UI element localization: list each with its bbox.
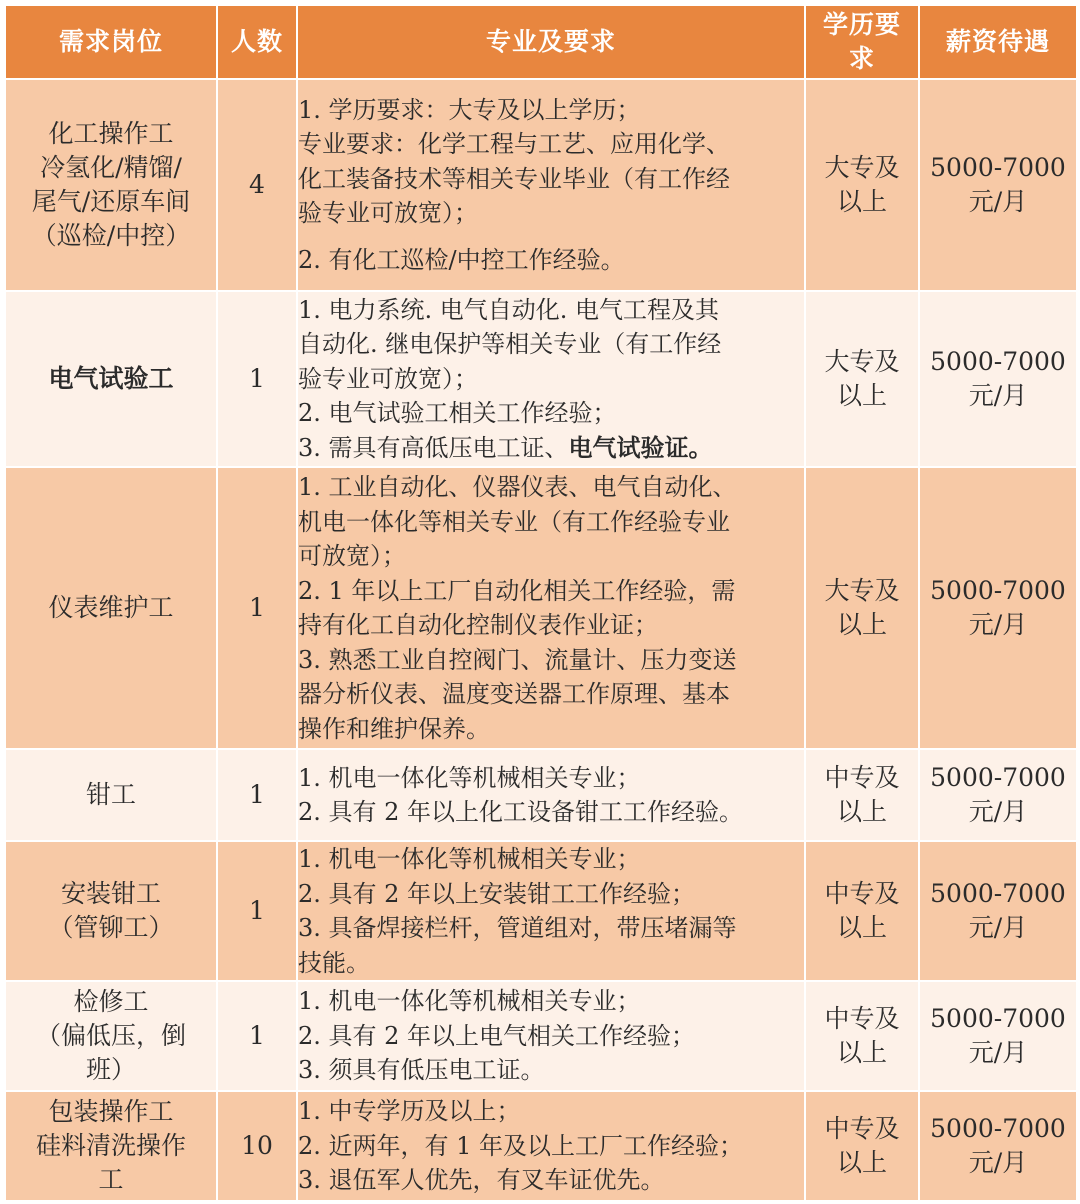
- position-cell: [5, 467, 217, 749]
- education-cell: [805, 749, 919, 841]
- salary-line: 5000-7000: [930, 879, 1066, 908]
- requirement-line: 1. 学历要求：大专及以上学历；: [298, 95, 641, 124]
- requirements-cell: [297, 467, 805, 749]
- position-line: 包装操作工: [48, 1097, 174, 1126]
- requirement-line: 1. 机电一体化等机械相关专业；: [298, 987, 641, 1016]
- requirements-cell: [297, 841, 805, 981]
- salary-line: 元/月: [968, 913, 1028, 942]
- table-row: [5, 79, 1077, 291]
- requirement-line: 2. 电气试验工相关工作经验；: [298, 399, 617, 428]
- education-line: 大专及: [824, 347, 900, 376]
- salary-line: 5000-7000: [930, 347, 1066, 376]
- count-cell: 1: [217, 981, 297, 1091]
- requirement-line: 1. 中专学历及以上；: [298, 1097, 521, 1126]
- salary-line: 元/月: [968, 610, 1028, 639]
- requirements-cell: [297, 1091, 805, 1201]
- education-cell: [805, 1091, 919, 1201]
- salary-line: 5000-7000: [930, 576, 1066, 605]
- salary-cell: [919, 749, 1077, 841]
- position-line: 尾气/还原车间: [31, 187, 191, 216]
- requirement-line: 1. 电力系统. 电气自动化. 电气工程及其: [298, 295, 720, 324]
- education-line: 中专及: [824, 879, 900, 908]
- table-row: [5, 291, 1077, 467]
- requirement-line: 自动化. 继电保护等相关专业（有工作经: [298, 330, 722, 359]
- count-cell: 1: [217, 841, 297, 981]
- salary-line: 5000-7000: [930, 153, 1066, 182]
- header-requirements: 专业及要求: [297, 5, 805, 79]
- requirement-line: 2. 具有 2 年以上化工设备钳工工作经验。: [298, 798, 744, 826]
- salary-line: 元/月: [968, 187, 1028, 216]
- position-line: 班）: [85, 1055, 136, 1084]
- education-line: 以上: [836, 1038, 887, 1067]
- requirement-line: 2. 近两年，有 1 年及以上工厂工作经验；: [298, 1131, 744, 1160]
- requirement-line: 1. 工业自动化、仪器仪表、电气自动化、: [298, 473, 737, 501]
- education-line: 中专及: [824, 1004, 900, 1033]
- position-line: 工: [98, 1165, 124, 1194]
- requirement-line: 持有化工自动化控制仪表作业证；: [298, 611, 658, 639]
- requirement-line: 技能。: [298, 948, 370, 977]
- requirement-line: [298, 431, 804, 466]
- table-row: [5, 749, 1077, 841]
- count-cell: 1: [217, 291, 297, 467]
- education-line: 以上: [836, 381, 887, 410]
- education-cell: [805, 291, 919, 467]
- requirement-line: 器分析仪表、温度变送器工作原理、基本: [298, 680, 730, 708]
- education-line: 以上: [836, 610, 887, 639]
- requirement-line: 3. 具备焊接栏杆，管道组对，带压堵漏等: [298, 914, 737, 942]
- header-position: 需求岗位: [5, 5, 217, 79]
- position-cell: [5, 841, 217, 981]
- count-cell: 4: [217, 79, 297, 291]
- education-cell: [805, 981, 919, 1091]
- requirements-cell: [297, 291, 805, 467]
- education-line: 中专及: [824, 763, 900, 792]
- salary-line: 5000-7000: [930, 763, 1066, 792]
- education-cell: [805, 467, 919, 749]
- requirement-line: 验专业可放宽）；: [298, 199, 478, 228]
- position-line: 电气试验工: [48, 364, 174, 393]
- position-cell: [5, 1091, 217, 1201]
- requirement-emphasis: 电气试验证。: [568, 432, 713, 462]
- requirement-line: 3. 熟悉工业自控阀门、流量计、压力变送: [298, 645, 737, 674]
- education-cell: [805, 79, 919, 291]
- count-cell: 1: [217, 467, 297, 749]
- position-line: 硅料清洗操作: [35, 1131, 186, 1160]
- header-row: [5, 5, 1077, 79]
- requirement-line: 专业要求：化学工程与工艺、应用化学、: [298, 130, 730, 159]
- requirement-line: 验专业可放宽）；: [298, 364, 478, 393]
- position-cell: [5, 79, 217, 291]
- requirement-line: 2. 1 年以上工厂自动化相关工作经验，需: [298, 576, 736, 605]
- requirement-line: 3. 须具有低压电工证。: [298, 1056, 545, 1085]
- table-row: [5, 841, 1077, 981]
- requirement-text: 3. 需具有高低压电工证、: [298, 433, 569, 462]
- position-cell: [5, 981, 217, 1091]
- table-row: [5, 467, 1077, 749]
- requirement-line: 2. 具有 2 年以上安装钳工工作经验；: [298, 879, 696, 908]
- header-count: 人数: [217, 5, 297, 79]
- count-cell: 10: [217, 1091, 297, 1201]
- header-education-text: 学历要求: [822, 10, 901, 73]
- position-line: 仪表维护工: [48, 593, 174, 622]
- requirement-line: 1. 机电一体化等机械相关专业；: [298, 763, 641, 792]
- position-line: （巡检/中控）: [31, 221, 191, 250]
- salary-line: 元/月: [968, 1038, 1028, 1067]
- requirements-cell: [297, 981, 805, 1091]
- count-cell: 1: [217, 749, 297, 841]
- requirements-cell: [297, 749, 805, 841]
- position-cell: [5, 749, 217, 841]
- salary-cell: [919, 981, 1077, 1091]
- requirement-line: 操作和维护保养。: [298, 714, 490, 743]
- salary-cell: [919, 467, 1077, 749]
- salary-cell: [919, 79, 1077, 291]
- requirement-line: 2. 具有 2 年以上电气相关工作经验；: [298, 1021, 696, 1050]
- salary-cell: [919, 1091, 1077, 1201]
- position-line: 安装钳工: [60, 879, 161, 908]
- education-line: 以上: [836, 797, 887, 826]
- salary-line: 5000-7000: [930, 1004, 1066, 1033]
- education-line: 以上: [836, 1148, 887, 1177]
- requirement-line: 机电一体化等相关专业（有工作经验专业: [298, 507, 730, 536]
- position-cell: [5, 291, 217, 467]
- salary-line: 元/月: [968, 381, 1028, 410]
- position-line: 化工操作工: [48, 119, 174, 148]
- education-line: 以上: [836, 913, 887, 942]
- position-line: 冷氢化/精馏/: [40, 153, 182, 182]
- position-line: （管铆工）: [48, 913, 174, 942]
- requirements-cell: [297, 79, 805, 291]
- education-line: 大专及: [824, 153, 900, 182]
- education-line: 以上: [836, 187, 887, 216]
- requirement-line: 3. 退伍军人优先，有叉车证优先。: [298, 1166, 665, 1195]
- position-line: （偏低压，倒: [35, 1021, 186, 1050]
- salary-line: 元/月: [968, 797, 1028, 826]
- header-education: [805, 5, 919, 79]
- requirement-line: 2. 有化工巡检/中控工作经验。: [298, 245, 625, 274]
- position-line: 检修工: [73, 987, 149, 1016]
- table-row: [5, 981, 1077, 1091]
- salary-line: 5000-7000: [930, 1114, 1066, 1143]
- education-line: 大专及: [824, 576, 900, 605]
- header-salary: 薪资待遇: [919, 5, 1077, 79]
- requirement-line: 可放宽）；: [298, 542, 406, 570]
- salary-cell: [919, 291, 1077, 467]
- table-row: [5, 1091, 1077, 1201]
- education-cell: [805, 841, 919, 981]
- requirement-line: 1. 机电一体化等机械相关专业；: [298, 845, 641, 873]
- requirement-line: 化工装备技术等相关专业毕业（有工作经: [298, 164, 730, 193]
- recruitment-table: [4, 4, 1078, 1202]
- education-line: 中专及: [824, 1114, 900, 1143]
- salary-cell: [919, 841, 1077, 981]
- position-line: 钳工: [85, 780, 136, 809]
- salary-line: 元/月: [968, 1148, 1028, 1177]
